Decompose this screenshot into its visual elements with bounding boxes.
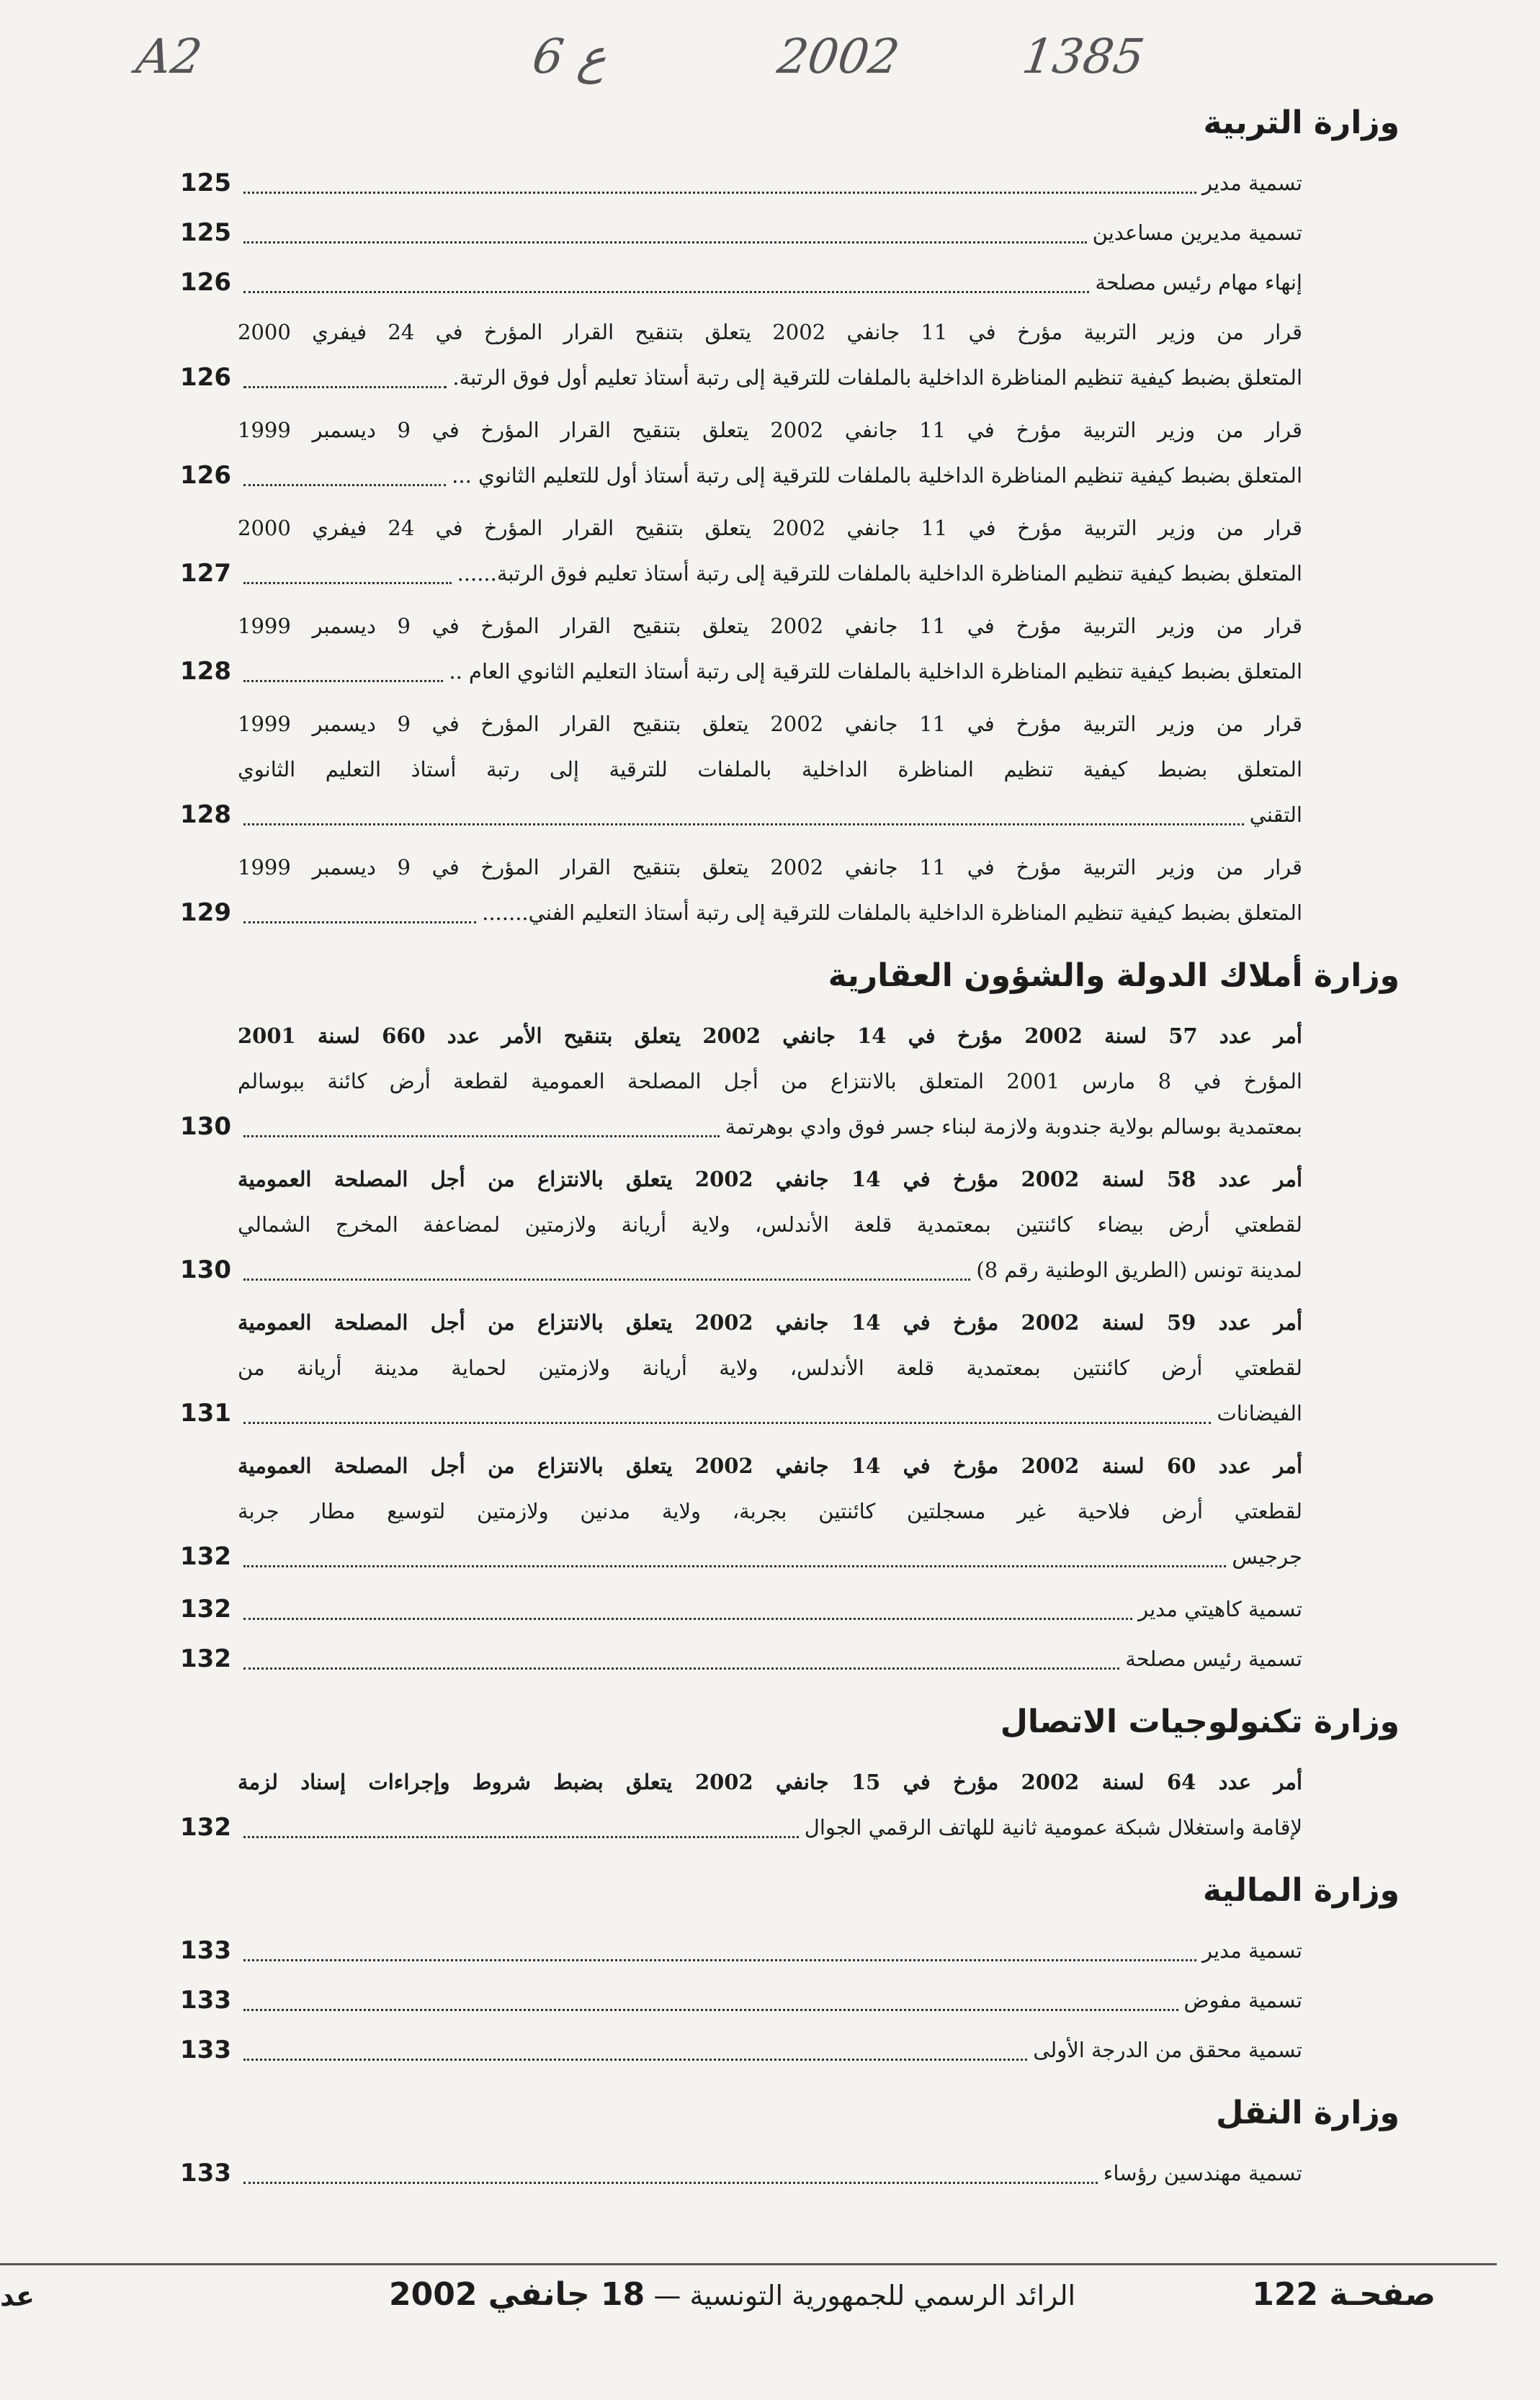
toc-entry[interactable]	[180, 1760, 1302, 1850]
entry-line-text: لمدينة تونس (الطريق الوطنية رقم 8)	[976, 1258, 1302, 1282]
entry-line	[238, 604, 1302, 649]
dot-leader	[243, 582, 452, 584]
toc-entry[interactable]	[180, 210, 1302, 256]
entry-line	[238, 1443, 1302, 1489]
toc-entry[interactable]	[180, 1157, 1302, 1293]
page-number: 125	[180, 169, 231, 197]
toc-entry[interactable]	[180, 1587, 1302, 1632]
page-number: 128	[180, 800, 231, 829]
entry-body	[238, 604, 1302, 694]
dot-leader	[243, 1618, 1132, 1620]
entry-line-text: بمعتمدية بوسالم بولاية جندوبة ولازمة لبناء جسر فوق وادي بوهرتمة	[725, 1114, 1302, 1139]
entry-line-text: قرار من وزير التربية مؤرخ في 11 جانفي 2002 يتعلق بتنقيح القرار المؤرخ في 9 ديسمبر 1999	[238, 855, 1302, 879]
entry-line	[238, 1157, 1302, 1202]
entry-line	[238, 792, 1302, 838]
toc-entry[interactable]	[180, 2151, 1302, 2196]
entry-title: تسمية كاهيتي مدير	[1138, 1597, 1302, 1621]
entry-line-text: قرار من وزير التربية مؤرخ في 11 جانفي 2002 يتعلق بتنقيح القرار المؤرخ في 9 ديسمبر 1999	[238, 614, 1302, 638]
entry-line	[238, 890, 1302, 936]
page-number: 131	[180, 1399, 231, 1428]
entry-line	[238, 1104, 1302, 1150]
entry-title: تسمية رئيس مصلحة	[1125, 1647, 1302, 1671]
handwritten-mark-left: A2	[133, 29, 206, 84]
handwritten-mark-code: 1385	[1019, 29, 1148, 84]
footer-journal-title	[389, 2276, 1075, 2313]
entry-title: تسمية مدير	[1201, 171, 1302, 195]
entry-line-text: المتعلق بضبط كيفية تنظيم المناظرة الداخلية بالملفات للترقية إلى رتبة أستاذ تعليم أول فوق الرتبة.	[452, 365, 1302, 390]
entry-title: تسمية مديرين مساعدين	[1092, 220, 1302, 245]
entry-line-text: لقطعتي أرض كائنتين بمعتمدية قلعة الأندلس، ولاية أريانة ولازمتين لحماية مدينة أريانة من	[238, 1356, 1302, 1380]
page-number: 126	[180, 363, 231, 392]
entry-line-text: الفيضانات	[1217, 1401, 1302, 1425]
dot-leader	[243, 2009, 1178, 2011]
toc-entry[interactable]	[180, 1443, 1302, 1580]
toc-entry[interactable]	[180, 702, 1302, 838]
page-number: 132	[180, 1542, 231, 1571]
entry-line-text: المتعلق بضبط كيفية تنظيم المناظرة الداخلية بالملفات للترقية إلى رتبة أستاذ التعليم الثانوي العام ..	[449, 659, 1302, 684]
toc-entry[interactable]	[180, 845, 1302, 936]
entry-title: تسمية محقق من الدرجة الأولى	[1033, 2038, 1302, 2062]
page-number: 130	[180, 1255, 231, 1284]
entry-line-text: لقطعتي أرض بيضاء كائنتين بمعتمدية قلعة الأندلس، ولاية أريانة ولازمتين لمضاعفة المخرج الشمالي	[238, 1212, 1302, 1237]
handwritten-mark-number: 6 ع	[529, 29, 611, 84]
entry-line	[238, 747, 1302, 792]
page-number: 132	[180, 1644, 231, 1673]
entry-line-text: جرجيس	[1232, 1544, 1302, 1569]
entry-line	[238, 1534, 1302, 1580]
page-number: 127	[180, 559, 231, 588]
table-of-contents	[180, 83, 1400, 2200]
entry-line	[238, 1300, 1302, 1345]
dot-leader	[243, 291, 1089, 293]
entry-body	[238, 1300, 1302, 1436]
entry-line-text: قرار من وزير التربية مؤرخ في 11 جانفي 2002 يتعلق بتنقيح القرار المؤرخ في 9 ديسمبر 1999	[238, 418, 1302, 442]
section-title: وزارة التربية	[1203, 104, 1400, 141]
page-number: 133	[180, 1986, 231, 2015]
page-number: 125	[180, 218, 231, 247]
entry-body	[238, 408, 1302, 498]
handwritten-mark-year: 2002	[774, 29, 903, 84]
section-title: وزارة النقل	[1216, 2095, 1400, 2131]
entry-line-text: قرار من وزير التربية مؤرخ في 11 جانفي 2002 يتعلق بتنقيح القرار المؤرخ في 24 فيفري 2000	[238, 320, 1302, 344]
entry-line	[238, 1059, 1302, 1104]
entry-line	[238, 310, 1302, 355]
entry-line-text: المتعلق بضبط كيفية تنظيم المناظرة الداخلية بالملفات للترقية إلى رتبة أستاذ التعليم الثانوي	[238, 757, 1302, 782]
dot-leader	[243, 241, 1087, 243]
entry-title: تسمية مفوض	[1183, 1988, 1302, 2012]
entry-line	[238, 408, 1302, 453]
dot-leader	[243, 1279, 970, 1281]
entry-line	[238, 702, 1302, 747]
entry-line	[238, 1248, 1302, 1293]
entry-body	[238, 310, 1302, 400]
entry-line	[238, 1202, 1302, 1248]
page-number: 133	[180, 2036, 231, 2064]
entry-line-text: لقطعتي أرض فلاحية غير مسجلتين كائنتين بجربة، ولاية مدنين ولازمتين لتوسيع مطار جربة	[238, 1499, 1302, 1523]
dot-leader	[243, 386, 447, 388]
entry-line	[238, 1760, 1302, 1805]
entry-line	[238, 355, 1302, 400]
page-number: 133	[180, 1936, 231, 1965]
entry-line	[238, 649, 1302, 694]
dot-leader	[243, 484, 446, 486]
entry-line-text: أمر عدد 59 لسنة 2002 مؤرخ في 14 جانفي 2002 يتعلق بالانتزاع من أجل المصلحة العمومية	[238, 1310, 1303, 1335]
dot-leader	[243, 1667, 1119, 1670]
toc-entry[interactable]	[180, 408, 1302, 498]
dot-leader	[243, 2059, 1027, 2061]
toc-entry[interactable]	[180, 604, 1302, 694]
section-title: وزارة المالية	[1202, 1872, 1400, 1909]
entry-line	[238, 1391, 1302, 1436]
entry-body	[238, 1760, 1302, 1850]
entry-line-text: أمر عدد 64 لسنة 2002 مؤرخ في 15 جانفي 2002 يتعلق بضبط شروط وإجراءات إسناد لزمة	[238, 1770, 1302, 1794]
toc-entry[interactable]	[180, 2028, 1302, 2073]
page-number: 128	[180, 657, 231, 686]
entry-line-text: التقني	[1249, 802, 1302, 827]
dot-leader	[243, 1422, 1211, 1424]
entry-line-text: المتعلق بضبط كيفية تنظيم المناظرة الداخلية بالملفات للترقية إلى رتبة أستاذ أول للتعليم الثانوي ...	[452, 463, 1302, 488]
entry-line	[238, 1013, 1302, 1059]
section-title: وزارة أملاك الدولة والشؤون العقارية	[828, 957, 1400, 994]
entry-line-text: أمر عدد 57 لسنة 2002 مؤرخ في 14 جانفي 2002 يتعلق بتنقيح الأمر عدد 660 لسنة 2001	[238, 1024, 1302, 1048]
entry-line-text: قرار من وزير التربية مؤرخ في 11 جانفي 2002 يتعلق بتنقيح القرار المؤرخ في 24 فيفري 2000	[238, 516, 1302, 540]
toc-entry[interactable]	[180, 161, 1302, 206]
entry-title: تسمية مهندسين رؤساء	[1103, 2161, 1302, 2185]
toc-entry[interactable]	[180, 1013, 1302, 1150]
dot-leader	[243, 823, 1244, 825]
entry-body	[238, 1443, 1302, 1580]
page-number: 132	[180, 1595, 231, 1624]
footer-journal-name: الرائد الرسمي للجمهورية التونسية —	[653, 2280, 1076, 2311]
entry-line-text: أمر عدد 58 لسنة 2002 مؤرخ في 14 جانفي 2002 يتعلق بالانتزاع من أجل المصلحة العمومية	[238, 1167, 1303, 1191]
entry-line	[238, 1805, 1302, 1850]
entry-line-text: لإقامة واستغلال شبكة عمومية ثانية للهاتف الرقمي الجوال	[804, 1815, 1302, 1840]
toc-entry[interactable]	[180, 310, 1302, 400]
footer-divider	[0, 2263, 1497, 2265]
page-number: 130	[180, 1112, 231, 1141]
entry-body	[238, 702, 1302, 838]
dot-leader	[243, 921, 476, 923]
dot-leader	[243, 192, 1196, 194]
footer-edge-text: عد	[0, 2280, 35, 2312]
page-number: 132	[180, 1813, 231, 1842]
dot-leader	[243, 1836, 799, 1838]
entry-line-text: قرار من وزير التربية مؤرخ في 11 جانفي 2002 يتعلق بتنقيح القرار المؤرخ في 9 ديسمبر 1999	[238, 712, 1302, 736]
entry-line	[238, 506, 1302, 551]
toc-entry[interactable]	[180, 260, 1302, 305]
entry-line	[238, 1345, 1302, 1391]
section-title: وزارة تكنولوجيات الاتصال	[1000, 1703, 1400, 1740]
toc-entry[interactable]	[180, 1636, 1302, 1682]
entry-title: إنهاء مهام رئيس مصلحة	[1095, 270, 1302, 295]
page-number: 126	[180, 268, 231, 297]
entry-line-text: المتعلق بضبط كيفية تنظيم المناظرة الداخلية بالملفات للترقية إلى رتبة أستاذ التعليم الفني.......	[482, 900, 1302, 925]
toc-entry[interactable]	[180, 1978, 1302, 2023]
entry-line	[238, 551, 1302, 596]
page-number: 126	[180, 461, 231, 490]
footer-date: 18 جانفي 2002	[389, 2276, 645, 2313]
entry-body	[238, 1013, 1302, 1150]
entry-line-text: المؤرخ في 8 مارس 2001 المتعلق بالانتزاع من أجل المصلحة العمومية لقطعة أرض كائنة ببوسالم	[238, 1069, 1302, 1093]
entry-body	[238, 506, 1302, 596]
toc-entry[interactable]	[180, 506, 1302, 596]
entry-body	[238, 1157, 1302, 1293]
entry-line-text: أمر عدد 60 لسنة 2002 مؤرخ في 14 جانفي 2002 يتعلق بالانتزاع من أجل المصلحة العمومية	[238, 1454, 1303, 1478]
dot-leader	[243, 1565, 1226, 1567]
entry-body	[238, 845, 1302, 936]
entry-line-text: المتعلق بضبط كيفية تنظيم المناظرة الداخلية بالملفات للترقية إلى رتبة أستاذ تعليم فوق الرتبة......	[457, 561, 1302, 586]
footer-page-number: صفحـة 122	[1252, 2276, 1436, 2313]
dot-leader	[243, 680, 443, 682]
dot-leader	[243, 2182, 1098, 2184]
page-number: 133	[180, 2159, 231, 2188]
toc-entry[interactable]	[180, 1928, 1302, 1974]
entry-line	[238, 845, 1302, 890]
page-footer	[0, 2276, 1540, 2327]
dot-leader	[243, 1959, 1196, 1961]
entry-title: تسمية مدير	[1201, 1938, 1302, 1963]
entry-line	[238, 453, 1302, 498]
page-number: 129	[180, 898, 231, 927]
toc-entry[interactable]	[180, 1300, 1302, 1436]
entry-line	[238, 1489, 1302, 1534]
dot-leader	[243, 1135, 720, 1137]
